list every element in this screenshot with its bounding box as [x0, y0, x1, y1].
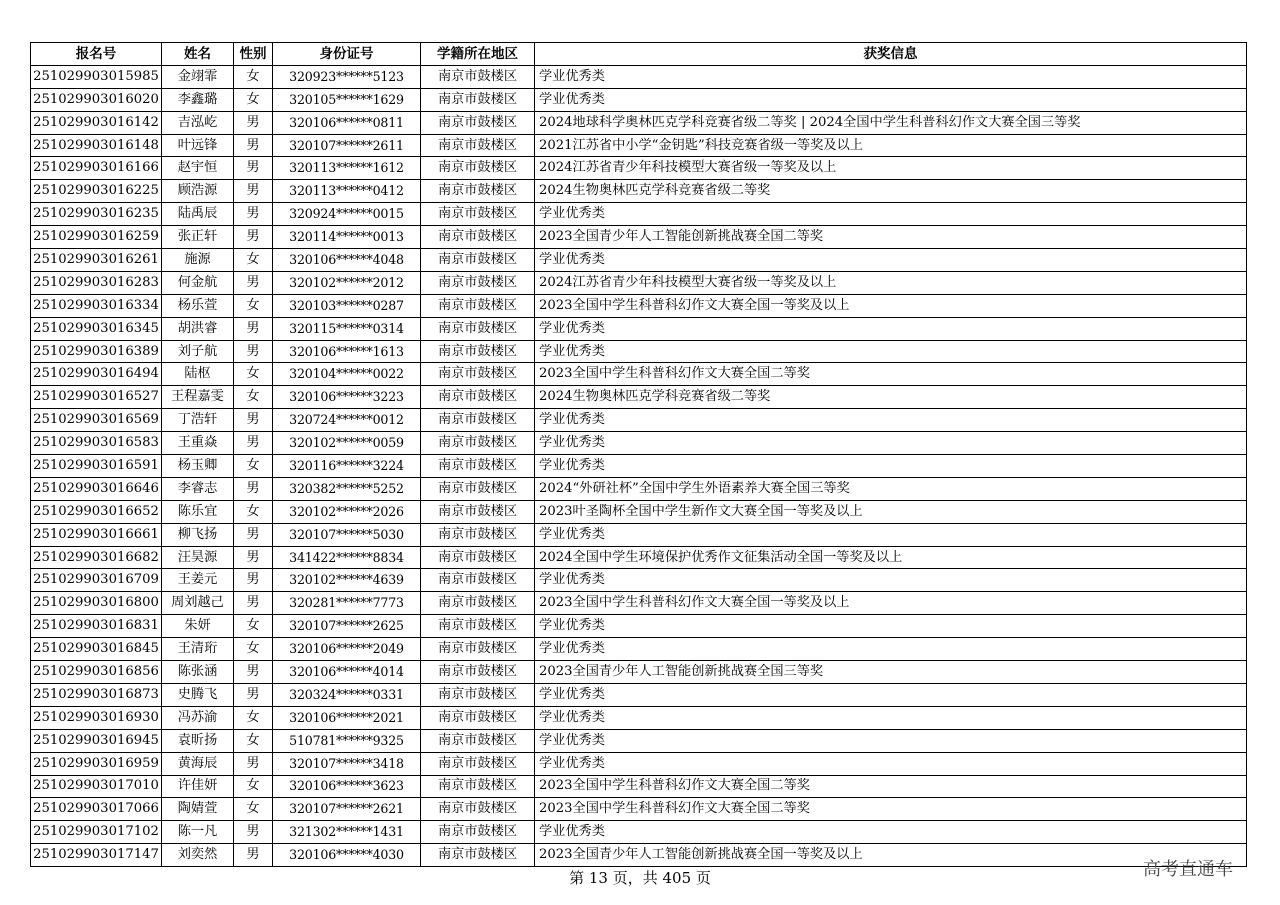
registration-no-cell: 251029903016148 — [31, 134, 162, 157]
name-cell: 杨玉卿 — [162, 455, 234, 478]
award-info-cell: 2023全国中学生科普科幻作文大赛全国二等奖 — [535, 363, 1247, 386]
gender-cell: 男 — [234, 752, 273, 775]
gender-cell: 女 — [234, 729, 273, 752]
table-row — [31, 455, 1247, 478]
award-info-cell: 学业优秀类 — [535, 706, 1247, 729]
id-number-cell: 320106******0811 — [273, 111, 421, 134]
registration-no-cell: 251029903015985 — [31, 65, 162, 88]
registration-no-cell: 251029903016345 — [31, 317, 162, 340]
table-row — [31, 363, 1247, 386]
table-row — [31, 638, 1247, 661]
award-table — [30, 42, 1247, 867]
table-row — [31, 249, 1247, 272]
registration-no-cell: 251029903016930 — [31, 706, 162, 729]
table-row — [31, 203, 1247, 226]
region-cell: 南京市鼓楼区 — [421, 729, 535, 752]
region-cell: 南京市鼓楼区 — [421, 363, 535, 386]
registration-no-cell: 251029903016831 — [31, 615, 162, 638]
registration-no-cell: 251029903017102 — [31, 821, 162, 844]
gender-cell: 女 — [234, 88, 273, 111]
registration-no-cell: 251029903016682 — [31, 546, 162, 569]
region-cell: 南京市鼓楼区 — [421, 180, 535, 203]
gender-cell: 男 — [234, 477, 273, 500]
header-id-number: 身份证号 — [273, 43, 421, 66]
name-cell: 陆禹辰 — [162, 203, 234, 226]
registration-no-cell: 251029903017010 — [31, 775, 162, 798]
id-number-cell: 320104******0022 — [273, 363, 421, 386]
region-cell: 南京市鼓楼区 — [421, 249, 535, 272]
header-name: 姓名 — [162, 43, 234, 66]
gender-cell: 女 — [234, 249, 273, 272]
award-info-cell: 学业优秀类 — [535, 432, 1247, 455]
table-row — [31, 88, 1247, 111]
name-cell: 陶婧萱 — [162, 798, 234, 821]
award-info-cell: 2023全国中学生科普科幻作文大赛全国一等奖及以上 — [535, 294, 1247, 317]
name-cell: 李鑫璐 — [162, 88, 234, 111]
award-info-cell: 2023叶圣陶杯全国中学生新作文大赛全国一等奖及以上 — [535, 500, 1247, 523]
table-row — [31, 340, 1247, 363]
id-number-cell: 320103******0287 — [273, 294, 421, 317]
gender-cell: 男 — [234, 134, 273, 157]
id-number-cell: 341422******8834 — [273, 546, 421, 569]
award-info-cell: 学业优秀类 — [535, 729, 1247, 752]
region-cell: 南京市鼓楼区 — [421, 523, 535, 546]
table-row — [31, 523, 1247, 546]
registration-no-cell: 251029903017066 — [31, 798, 162, 821]
name-cell: 顾浩源 — [162, 180, 234, 203]
id-number-cell: 320106******3623 — [273, 775, 421, 798]
table-row — [31, 317, 1247, 340]
id-number-cell: 320116******3224 — [273, 455, 421, 478]
region-cell: 南京市鼓楼区 — [421, 615, 535, 638]
region-cell: 南京市鼓楼区 — [421, 294, 535, 317]
table-row — [31, 500, 1247, 523]
header-region: 学籍所在地区 — [421, 43, 535, 66]
name-cell: 胡洪睿 — [162, 317, 234, 340]
name-cell: 杨乐萱 — [162, 294, 234, 317]
gender-cell: 女 — [234, 706, 273, 729]
gender-cell: 男 — [234, 111, 273, 134]
registration-no-cell: 251029903016873 — [31, 683, 162, 706]
gender-cell: 男 — [234, 592, 273, 615]
award-info-cell: 2023全国青少年人工智能创新挑战赛全国一等奖及以上 — [535, 844, 1247, 867]
region-cell: 南京市鼓楼区 — [421, 271, 535, 294]
id-number-cell: 320924******0015 — [273, 203, 421, 226]
region-cell: 南京市鼓楼区 — [421, 317, 535, 340]
registration-no-cell: 251029903016334 — [31, 294, 162, 317]
award-info-cell: 学业优秀类 — [535, 752, 1247, 775]
gender-cell: 男 — [234, 683, 273, 706]
award-info-cell: 2024江苏省青少年科技模型大赛省级一等奖及以上 — [535, 271, 1247, 294]
id-number-cell: 320107******3418 — [273, 752, 421, 775]
name-cell: 王程嘉雯 — [162, 386, 234, 409]
region-cell: 南京市鼓楼区 — [421, 844, 535, 867]
gender-cell: 男 — [234, 203, 273, 226]
award-info-cell: 2023全国中学生科普科幻作文大赛全国二等奖 — [535, 775, 1247, 798]
table-row — [31, 409, 1247, 432]
id-number-cell: 320382******5252 — [273, 477, 421, 500]
registration-no-cell: 251029903016569 — [31, 409, 162, 432]
region-cell: 南京市鼓楼区 — [421, 157, 535, 180]
table-row — [31, 386, 1247, 409]
region-cell: 南京市鼓楼区 — [421, 203, 535, 226]
region-cell: 南京市鼓楼区 — [421, 432, 535, 455]
gender-cell: 女 — [234, 65, 273, 88]
gender-cell: 女 — [234, 500, 273, 523]
gender-cell: 男 — [234, 821, 273, 844]
name-cell: 施源 — [162, 249, 234, 272]
region-cell: 南京市鼓楼区 — [421, 226, 535, 249]
id-number-cell: 320106******2021 — [273, 706, 421, 729]
award-info-cell: 学业优秀类 — [535, 523, 1247, 546]
gender-cell: 女 — [234, 386, 273, 409]
award-info-cell: 2023全国青少年人工智能创新挑战赛全国三等奖 — [535, 661, 1247, 684]
table-row — [31, 706, 1247, 729]
id-number-cell: 320107******2621 — [273, 798, 421, 821]
region-cell: 南京市鼓楼区 — [421, 386, 535, 409]
name-cell: 何金航 — [162, 271, 234, 294]
id-number-cell: 320102******0059 — [273, 432, 421, 455]
registration-no-cell: 251029903016856 — [31, 661, 162, 684]
header-gender: 性别 — [234, 43, 273, 66]
registration-no-cell: 251029903016235 — [31, 203, 162, 226]
id-number-cell: 320106******4048 — [273, 249, 421, 272]
registration-no-cell: 251029903016527 — [31, 386, 162, 409]
region-cell: 南京市鼓楼区 — [421, 340, 535, 363]
name-cell: 吉泓屹 — [162, 111, 234, 134]
gender-cell: 女 — [234, 775, 273, 798]
name-cell: 周刘越己 — [162, 592, 234, 615]
table-row — [31, 546, 1247, 569]
gender-cell: 男 — [234, 546, 273, 569]
name-cell: 刘奕然 — [162, 844, 234, 867]
region-cell: 南京市鼓楼区 — [421, 821, 535, 844]
id-number-cell: 320115******0314 — [273, 317, 421, 340]
award-info-cell: 2023全国中学生科普科幻作文大赛全国一等奖及以上 — [535, 592, 1247, 615]
award-info-cell: 学业优秀类 — [535, 683, 1247, 706]
gender-cell: 女 — [234, 363, 273, 386]
region-cell: 南京市鼓楼区 — [421, 409, 535, 432]
name-cell: 陈张涵 — [162, 661, 234, 684]
table-row — [31, 844, 1247, 867]
registration-no-cell: 251029903016800 — [31, 592, 162, 615]
region-cell: 南京市鼓楼区 — [421, 88, 535, 111]
name-cell: 金翊霏 — [162, 65, 234, 88]
name-cell: 张正轩 — [162, 226, 234, 249]
table-row — [31, 592, 1247, 615]
table-row — [31, 477, 1247, 500]
region-cell: 南京市鼓楼区 — [421, 546, 535, 569]
registration-no-cell: 251029903016494 — [31, 363, 162, 386]
registration-no-cell: 251029903016020 — [31, 88, 162, 111]
name-cell: 史腾飞 — [162, 683, 234, 706]
gender-cell: 男 — [234, 226, 273, 249]
gender-cell: 女 — [234, 615, 273, 638]
id-number-cell: 320102******4639 — [273, 569, 421, 592]
name-cell: 陈乐宜 — [162, 500, 234, 523]
name-cell: 黄海辰 — [162, 752, 234, 775]
region-cell: 南京市鼓楼区 — [421, 455, 535, 478]
award-info-cell: 2023全国青少年人工智能创新挑战赛全国二等奖 — [535, 226, 1247, 249]
award-info-cell: 学业优秀类 — [535, 88, 1247, 111]
region-cell: 南京市鼓楼区 — [421, 638, 535, 661]
award-info-cell: 学业优秀类 — [535, 638, 1247, 661]
award-info-cell: 学业优秀类 — [535, 249, 1247, 272]
id-number-cell: 320113******1612 — [273, 157, 421, 180]
award-info-cell: 2024全国中学生环境保护优秀作文征集活动全国一等奖及以上 — [535, 546, 1247, 569]
award-info-cell: 2024江苏省青少年科技模型大赛省级一等奖及以上 — [535, 157, 1247, 180]
id-number-cell: 320281******7773 — [273, 592, 421, 615]
region-cell: 南京市鼓楼区 — [421, 134, 535, 157]
table-row — [31, 729, 1247, 752]
registration-no-cell: 251029903016225 — [31, 180, 162, 203]
registration-no-cell: 251029903016261 — [31, 249, 162, 272]
gender-cell: 男 — [234, 523, 273, 546]
name-cell: 柳飞扬 — [162, 523, 234, 546]
gender-cell: 男 — [234, 409, 273, 432]
gender-cell: 男 — [234, 157, 273, 180]
region-cell: 南京市鼓楼区 — [421, 500, 535, 523]
registration-no-cell: 251029903016591 — [31, 455, 162, 478]
table-row — [31, 661, 1247, 684]
table-row — [31, 569, 1247, 592]
registration-no-cell: 251029903016646 — [31, 477, 162, 500]
award-info-cell: 学业优秀类 — [535, 317, 1247, 340]
id-number-cell: 320324******0331 — [273, 683, 421, 706]
gender-cell: 女 — [234, 455, 273, 478]
id-number-cell: 320102******2012 — [273, 271, 421, 294]
gender-cell: 女 — [234, 294, 273, 317]
table-row — [31, 798, 1247, 821]
registration-no-cell: 251029903016166 — [31, 157, 162, 180]
registration-no-cell: 251029903016652 — [31, 500, 162, 523]
gender-cell: 男 — [234, 844, 273, 867]
table-row — [31, 111, 1247, 134]
id-number-cell: 320107******5030 — [273, 523, 421, 546]
region-cell: 南京市鼓楼区 — [421, 111, 535, 134]
name-cell: 李睿志 — [162, 477, 234, 500]
gender-cell: 男 — [234, 340, 273, 363]
registration-no-cell: 251029903016142 — [31, 111, 162, 134]
table-header-row — [31, 43, 1247, 66]
table-row — [31, 180, 1247, 203]
table-row — [31, 752, 1247, 775]
registration-no-cell: 251029903016959 — [31, 752, 162, 775]
award-info-cell: 学业优秀类 — [535, 409, 1247, 432]
registration-no-cell: 251029903016845 — [31, 638, 162, 661]
region-cell: 南京市鼓楼区 — [421, 775, 535, 798]
name-cell: 王姜元 — [162, 569, 234, 592]
id-number-cell: 320107******2625 — [273, 615, 421, 638]
name-cell: 朱妍 — [162, 615, 234, 638]
award-info-cell: 学业优秀类 — [535, 340, 1247, 363]
gender-cell: 男 — [234, 432, 273, 455]
award-info-cell: 学业优秀类 — [535, 615, 1247, 638]
name-cell: 叶远锋 — [162, 134, 234, 157]
name-cell: 袁昕扬 — [162, 729, 234, 752]
gender-cell: 女 — [234, 638, 273, 661]
table-row — [31, 157, 1247, 180]
id-number-cell: 320114******0013 — [273, 226, 421, 249]
name-cell: 汪昊源 — [162, 546, 234, 569]
region-cell: 南京市鼓楼区 — [421, 661, 535, 684]
gender-cell: 男 — [234, 317, 273, 340]
gender-cell: 男 — [234, 569, 273, 592]
award-info-cell: 2024地球科学奥林匹克学科竞赛省级二等奖 | 2024全国中学生科普科幻作文大赛全国三等奖 — [535, 111, 1247, 134]
registration-no-cell: 251029903016283 — [31, 271, 162, 294]
id-number-cell: 320106******1613 — [273, 340, 421, 363]
id-number-cell: 320107******2611 — [273, 134, 421, 157]
award-info-cell: 2024生物奥林匹克学科竞赛省级二等奖 — [535, 386, 1247, 409]
table-row — [31, 271, 1247, 294]
name-cell: 陆枢 — [162, 363, 234, 386]
table-body — [31, 65, 1247, 866]
award-info-cell: 2024“外研社杯”全国中学生外语素养大赛全国三等奖 — [535, 477, 1247, 500]
name-cell: 丁浩轩 — [162, 409, 234, 432]
table-row — [31, 134, 1247, 157]
region-cell: 南京市鼓楼区 — [421, 752, 535, 775]
award-info-cell: 学业优秀类 — [535, 65, 1247, 88]
id-number-cell: 510781******9325 — [273, 729, 421, 752]
award-info-cell: 2024生物奥林匹克学科竞赛省级二等奖 — [535, 180, 1247, 203]
region-cell: 南京市鼓楼区 — [421, 65, 535, 88]
watermark: 高考直通车 — [1143, 859, 1233, 880]
table-row — [31, 65, 1247, 88]
region-cell: 南京市鼓楼区 — [421, 477, 535, 500]
registration-no-cell: 251029903016583 — [31, 432, 162, 455]
name-cell: 赵宇恒 — [162, 157, 234, 180]
name-cell: 王重焱 — [162, 432, 234, 455]
region-cell: 南京市鼓楼区 — [421, 706, 535, 729]
gender-cell: 男 — [234, 180, 273, 203]
region-cell: 南京市鼓楼区 — [421, 569, 535, 592]
gender-cell: 女 — [234, 798, 273, 821]
id-number-cell: 320923******5123 — [273, 65, 421, 88]
id-number-cell: 320106******2049 — [273, 638, 421, 661]
award-info-cell: 学业优秀类 — [535, 821, 1247, 844]
region-cell: 南京市鼓楼区 — [421, 683, 535, 706]
header-registration-no: 报名号 — [31, 43, 162, 66]
header-award-info: 获奖信息 — [535, 43, 1247, 66]
gender-cell: 男 — [234, 661, 273, 684]
page-indicator: 第 13 页，共 405 页 — [569, 869, 711, 887]
table-row — [31, 432, 1247, 455]
gender-cell: 男 — [234, 271, 273, 294]
id-number-cell: 320113******0412 — [273, 180, 421, 203]
region-cell: 南京市鼓楼区 — [421, 592, 535, 615]
award-info-cell: 学业优秀类 — [535, 569, 1247, 592]
registration-no-cell: 251029903016945 — [31, 729, 162, 752]
table-row — [31, 226, 1247, 249]
name-cell: 王清珩 — [162, 638, 234, 661]
name-cell: 刘子航 — [162, 340, 234, 363]
id-number-cell: 320106******3223 — [273, 386, 421, 409]
registration-no-cell: 251029903016709 — [31, 569, 162, 592]
id-number-cell: 320102******2026 — [273, 500, 421, 523]
id-number-cell: 320724******0012 — [273, 409, 421, 432]
name-cell: 陈一凡 — [162, 821, 234, 844]
id-number-cell: 320106******4030 — [273, 844, 421, 867]
registration-no-cell: 251029903016259 — [31, 226, 162, 249]
region-cell: 南京市鼓楼区 — [421, 798, 535, 821]
table-row — [31, 294, 1247, 317]
registration-no-cell: 251029903016661 — [31, 523, 162, 546]
table-row — [31, 775, 1247, 798]
id-number-cell: 320106******4014 — [273, 661, 421, 684]
table-row — [31, 683, 1247, 706]
table-row — [31, 615, 1247, 638]
award-info-cell: 学业优秀类 — [535, 455, 1247, 478]
table-row — [31, 821, 1247, 844]
id-number-cell: 320105******1629 — [273, 88, 421, 111]
id-number-cell: 321302******1431 — [273, 821, 421, 844]
name-cell: 许佳妍 — [162, 775, 234, 798]
award-info-cell: 学业优秀类 — [535, 203, 1247, 226]
award-info-cell: 2021江苏省中小学“金钥匙”科技竞赛省级一等奖及以上 — [535, 134, 1247, 157]
award-info-cell: 2023全国中学生科普科幻作文大赛全国二等奖 — [535, 798, 1247, 821]
name-cell: 冯苏渝 — [162, 706, 234, 729]
registration-no-cell: 251029903016389 — [31, 340, 162, 363]
registration-no-cell: 251029903017147 — [31, 844, 162, 867]
